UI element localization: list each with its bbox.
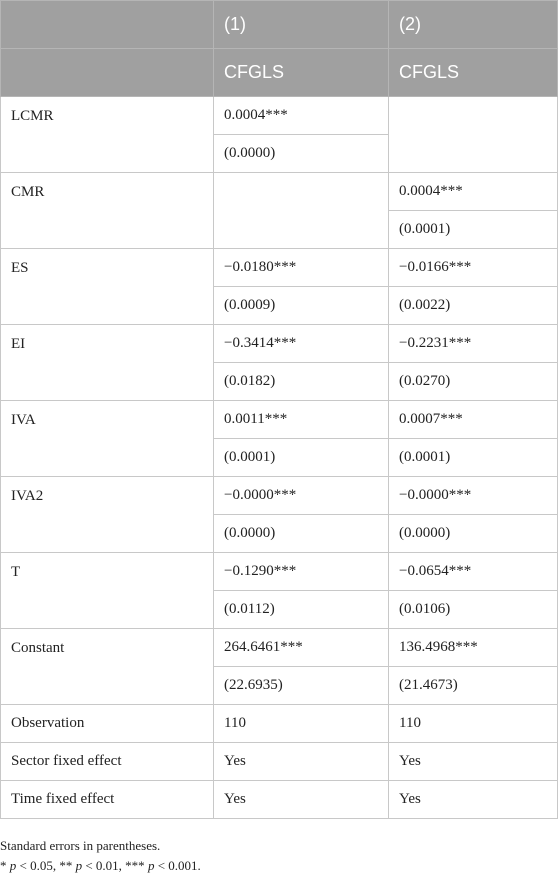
se-cell: (0.0000) xyxy=(214,515,389,553)
row-label: T xyxy=(1,553,214,629)
coef-cell: 0.0011*** xyxy=(214,401,389,439)
header-col1-number: (1) xyxy=(214,1,389,49)
se-cell: (0.0182) xyxy=(214,363,389,401)
threshold-text: < 0.001. xyxy=(154,858,201,873)
coef-cell: 0.0004*** xyxy=(389,173,558,211)
notes-standard-errors: Standard errors in parentheses. xyxy=(0,838,161,853)
table-row xyxy=(1,743,558,781)
row-label: EI xyxy=(1,325,214,401)
se-cell: (21.4673) xyxy=(389,667,558,705)
header-col2-number: (2) xyxy=(389,1,558,49)
value-cell: Yes xyxy=(214,781,389,819)
table-row xyxy=(1,249,558,287)
table-row xyxy=(1,781,558,819)
se-cell: (0.0270) xyxy=(389,363,558,401)
coef-cell: 0.0007*** xyxy=(389,401,558,439)
value-cell: 110 xyxy=(389,705,558,743)
se-cell: (22.6935) xyxy=(214,667,389,705)
empty-cell xyxy=(214,173,389,249)
se-cell: (0.0000) xyxy=(389,515,558,553)
coef-cell: −0.1290*** xyxy=(214,553,389,591)
star-marker: * xyxy=(0,858,10,873)
table-row xyxy=(1,553,558,591)
se-cell: (0.0022) xyxy=(389,287,558,325)
row-label: CMR xyxy=(1,173,214,249)
table-row xyxy=(1,705,558,743)
p-symbol: p xyxy=(9,858,17,873)
coef-cell: 0.0004*** xyxy=(214,97,389,135)
p-symbol: p xyxy=(75,858,83,873)
coef-cell: 136.4968*** xyxy=(389,629,558,667)
value-cell: Yes xyxy=(389,743,558,781)
notes-significance xyxy=(0,856,558,876)
empty-cell xyxy=(389,97,558,173)
coef-cell: −0.0000*** xyxy=(214,477,389,515)
threshold-text: < 0.05, ** xyxy=(16,858,76,873)
table-row xyxy=(1,477,558,515)
row-label: Observation xyxy=(1,705,214,743)
value-cell: Yes xyxy=(389,781,558,819)
row-label: IVA2 xyxy=(1,477,214,553)
row-label: Sector fixed effect xyxy=(1,743,214,781)
coef-cell: 264.6461*** xyxy=(214,629,389,667)
header-col1-method: CFGLS xyxy=(214,49,389,97)
header-row-methods xyxy=(1,49,558,97)
se-cell: (0.0106) xyxy=(389,591,558,629)
row-label: IVA xyxy=(1,401,214,477)
row-label: ES xyxy=(1,249,214,325)
row-label: Time fixed effect xyxy=(1,781,214,819)
coef-cell: −0.2231*** xyxy=(389,325,558,363)
table-notes xyxy=(0,836,558,876)
coef-cell: −0.3414*** xyxy=(214,325,389,363)
threshold-text: < 0.01, *** xyxy=(82,858,148,873)
p-symbol: p xyxy=(147,858,155,873)
row-label: Constant xyxy=(1,629,214,705)
header-col2-method: CFGLS xyxy=(389,49,558,97)
coef-cell: −0.0166*** xyxy=(389,249,558,287)
se-cell: (0.0001) xyxy=(214,439,389,477)
se-cell: (0.0001) xyxy=(389,211,558,249)
se-cell: (0.0009) xyxy=(214,287,389,325)
header-empty-cell xyxy=(1,1,214,49)
table-row xyxy=(1,401,558,439)
table-row xyxy=(1,97,558,135)
table-row xyxy=(1,325,558,363)
se-cell: (0.0112) xyxy=(214,591,389,629)
table-row xyxy=(1,173,558,211)
coef-cell: −0.0000*** xyxy=(389,477,558,515)
value-cell: 110 xyxy=(214,705,389,743)
se-cell: (0.0000) xyxy=(214,135,389,173)
coef-cell: −0.0654*** xyxy=(389,553,558,591)
value-cell: Yes xyxy=(214,743,389,781)
coef-cell: −0.0180*** xyxy=(214,249,389,287)
table-row xyxy=(1,629,558,667)
header-empty-cell xyxy=(1,49,214,97)
se-cell: (0.0001) xyxy=(389,439,558,477)
row-label: LCMR xyxy=(1,97,214,173)
header-row-numbers xyxy=(1,1,558,49)
